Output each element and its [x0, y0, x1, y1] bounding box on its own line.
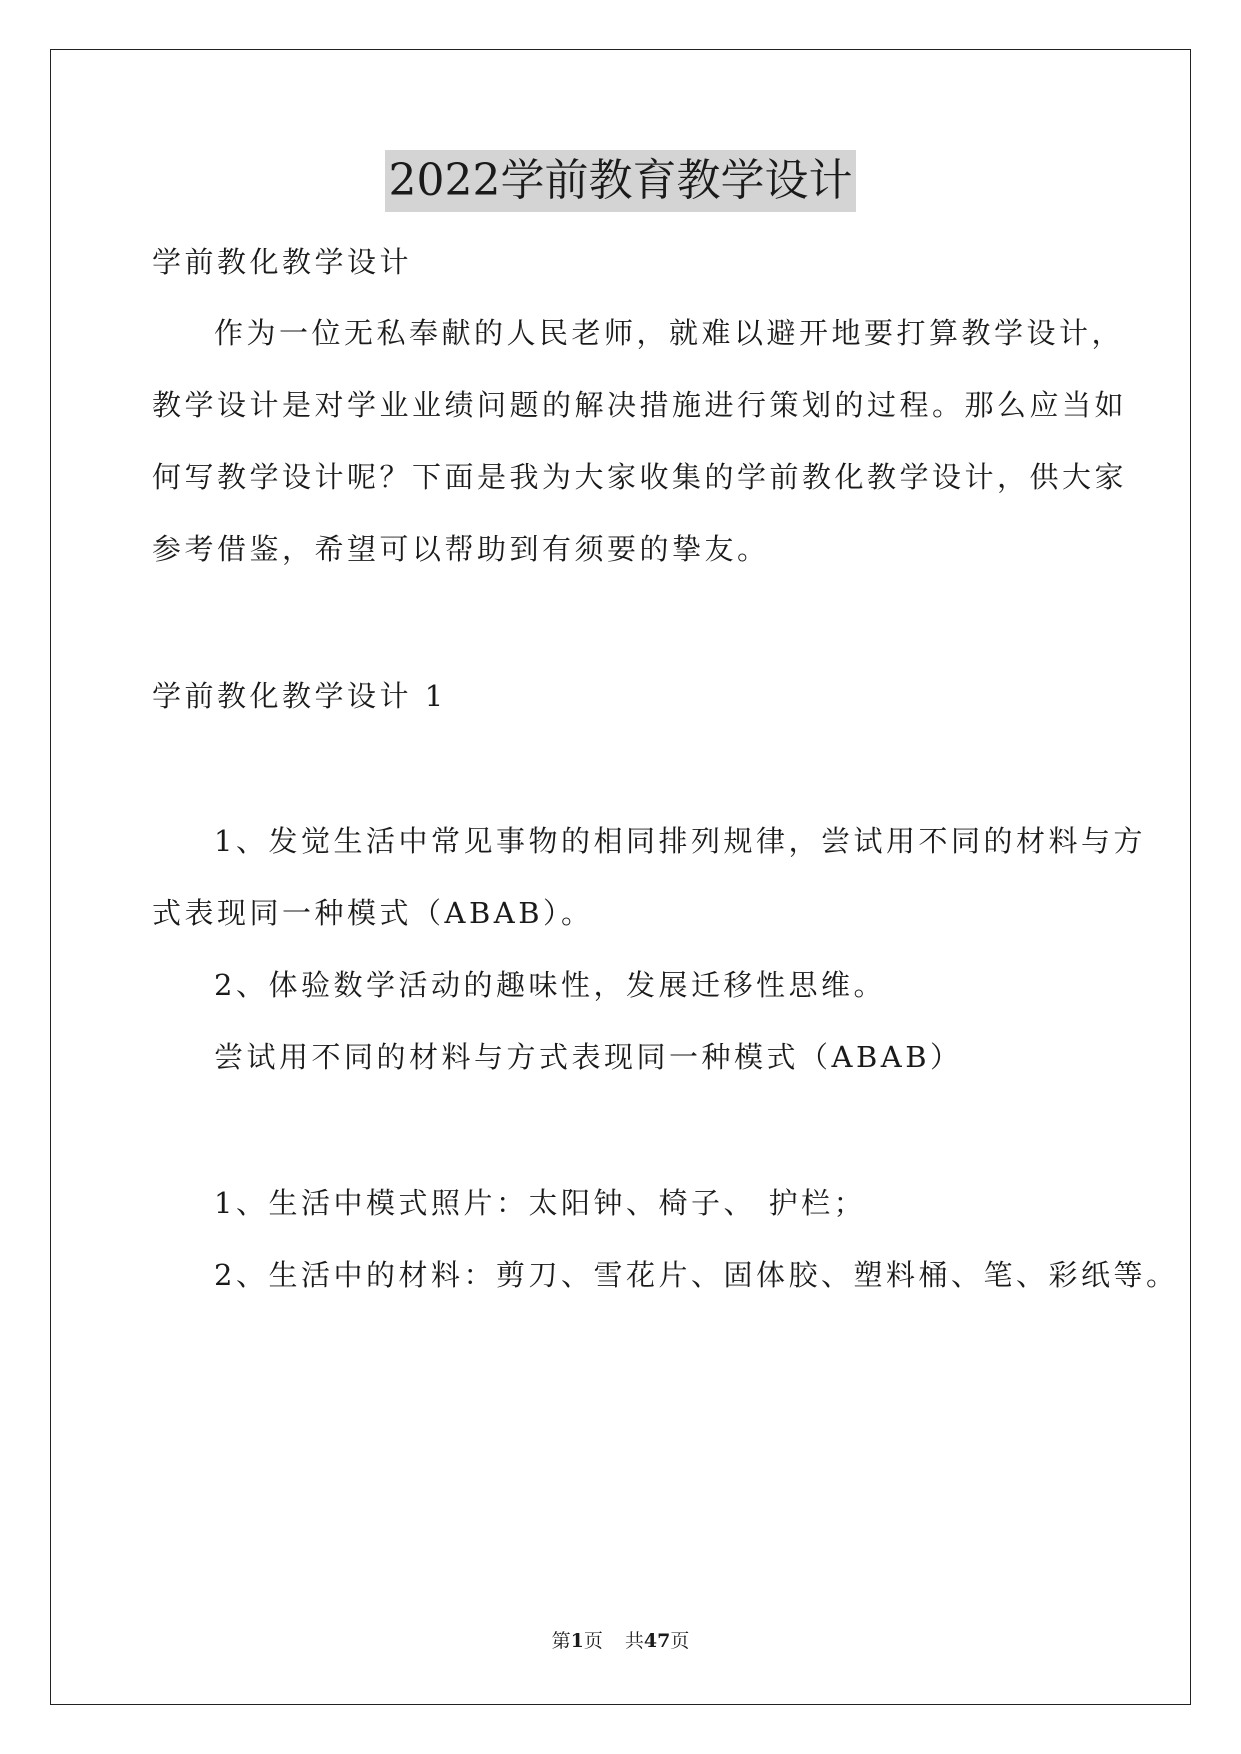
page-border [50, 49, 1191, 1705]
footer-total-suffix: 页 [670, 1630, 690, 1652]
page-footer [0, 1628, 1241, 1654]
intro-line-4: 参考借鉴，希望可以帮助到有须要的挚友。 [152, 532, 770, 566]
section-heading: 学前教化教学设计 1 [152, 679, 447, 713]
material-line-2: 2、生活中的材料：剪刀、雪花片、固体胶、塑料桶、笔、彩纸等。 [214, 1258, 1179, 1292]
footer-total-pages: 47 [643, 1630, 671, 1652]
key-point-line: 尝试用不同的材料与方式表现同一种模式（ABAB） [214, 1040, 963, 1074]
footer-total-prefix: 共 [624, 1630, 644, 1652]
footer-page-prefix: 第 [551, 1630, 571, 1652]
document-title: 2022学前教育教学设计 [385, 150, 857, 212]
goal-line-2: 式表现同一种模式（ABAB）。 [152, 896, 594, 930]
goal-line-1: 1、发觉生活中常见事物的相同排列规律，尝试用不同的材料与方 [214, 824, 1146, 858]
intro-line-2: 教学设计是对学业业绩问题的解决措施进行策划的过程。那么应当如 [152, 388, 1128, 422]
goal-line-3: 2、体验数学活动的趣味性，发展迁移性思维。 [214, 968, 886, 1002]
title-container [0, 150, 1241, 212]
material-line-1: 1、生活中模式照片：太阳钟、椅子、 护栏； [214, 1186, 867, 1220]
intro-line-1: 作为一位无私奉献的人民老师，就难以避开地要打算教学设计， [214, 316, 1125, 350]
subtitle: 学前教化教学设计 [152, 245, 413, 279]
footer-page-number: 1 [570, 1630, 584, 1652]
footer-page-suffix: 页 [583, 1630, 603, 1652]
intro-line-3: 何写教学设计呢？下面是我为大家收集的学前教化教学设计，供大家 [152, 460, 1128, 494]
